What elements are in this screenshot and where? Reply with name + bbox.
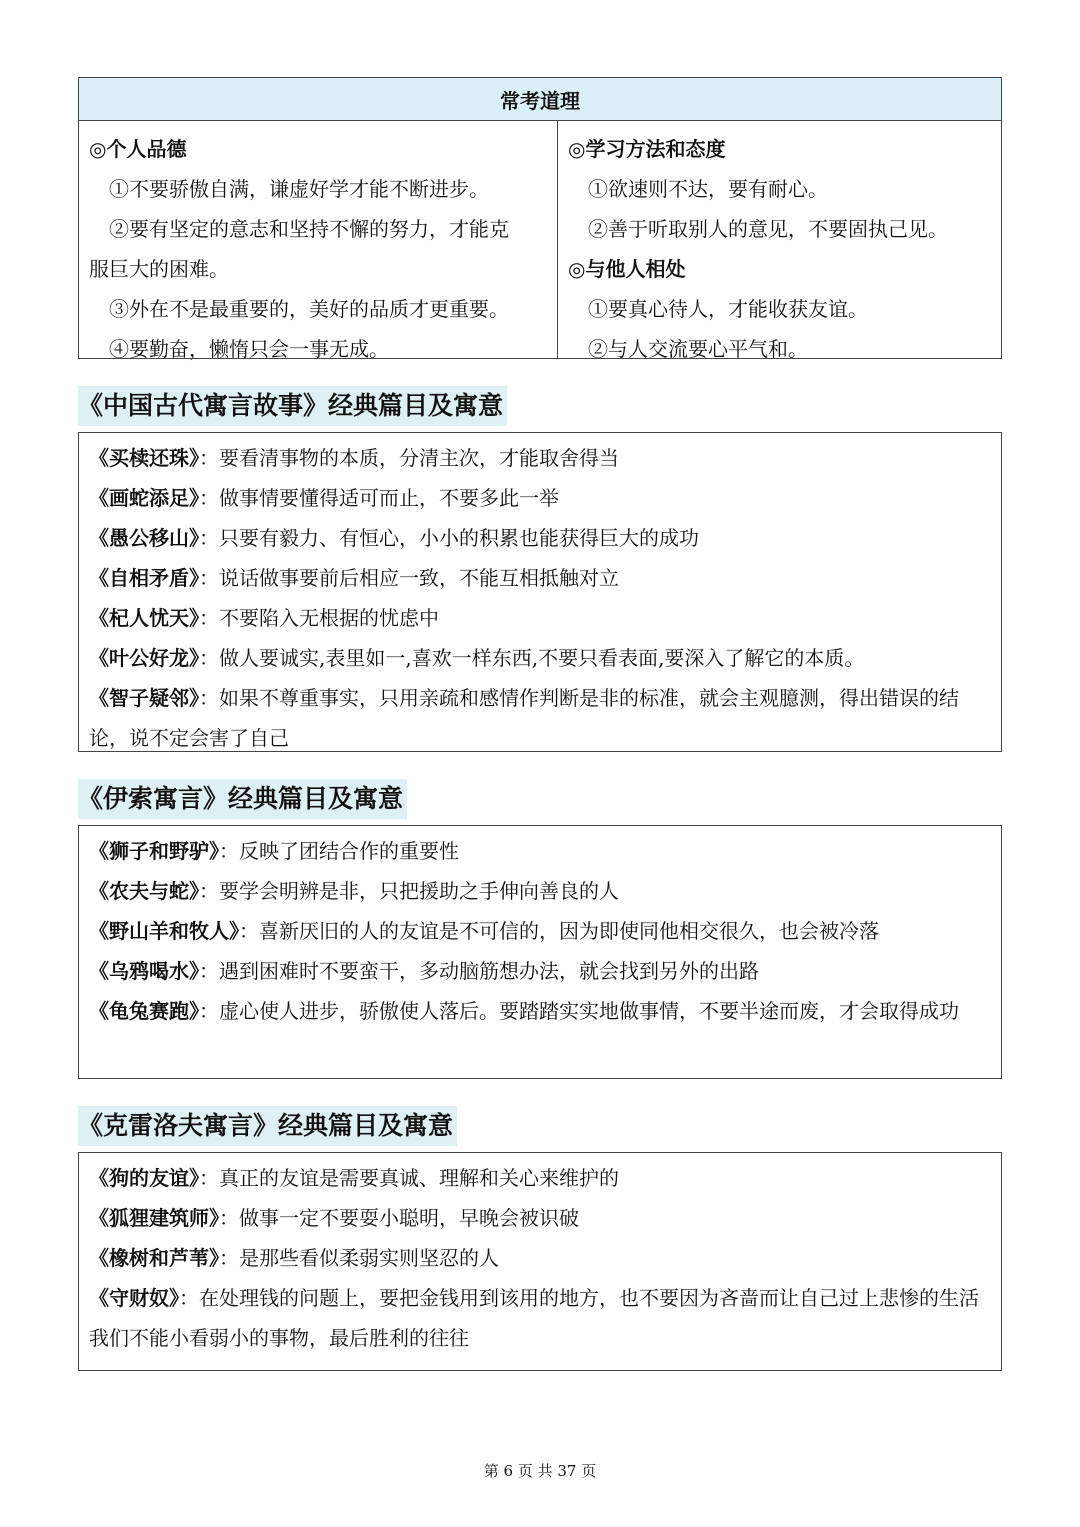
page-number-footer: 第 6 页 共 37 页	[483, 1462, 597, 1480]
chinese-fables-box	[78, 432, 1002, 752]
fable-title: 《狮子和野驴》	[89, 839, 219, 863]
fable-meaning: ：反映了团结合作的重要性	[219, 839, 459, 863]
fable-meaning: ：喜新厌旧的人的友谊是不可信的，因为即使同他相交很久，也会被冷落	[239, 919, 879, 943]
fable-title: 《龟兔赛跑》	[89, 999, 199, 1023]
fable-title: 《叶公好龙》	[89, 646, 199, 670]
fable-title: 《狐狸建筑师》	[89, 1206, 219, 1230]
section-title-chinese-fables: 《中国古代寓言故事》经典篇目及寓意	[78, 386, 507, 426]
fable-title: 《买椟还珠》	[89, 446, 199, 470]
krylov-fables-box	[78, 1152, 1002, 1371]
fable-title: 《橡树和芦苇》	[89, 1246, 219, 1270]
fable-title: 《乌鸦喝水》	[89, 959, 199, 983]
principles-table-header: 常考道理	[79, 78, 1001, 121]
fable-title: 《愚公移山》	[89, 526, 199, 550]
fable-title: 《狗的友谊》	[89, 1166, 199, 1190]
fable-title: 《野山羊和牧人》	[89, 919, 239, 943]
column-heading: ◎个人品德	[89, 137, 187, 161]
fable-meaning: ：遇到困难时不要蛮干，多动脑筋想办法，就会找到另外的出路	[199, 959, 759, 983]
aesop-fables-box	[78, 825, 1002, 1079]
fable-meaning: ：只要有毅力、有恒心，小小的积累也能获得巨大的成功	[199, 526, 699, 550]
fable-meaning: ：做人要诚实,表里如一,喜欢一样东西,不要只看表面,要深入了解它的本质。	[199, 646, 865, 670]
principle-line: ②善于听取别人的意见，不要固执己见。	[588, 217, 948, 241]
learning-relations-column	[558, 121, 1001, 359]
fable-entry	[89, 991, 991, 1031]
fable-meaning: ：做事一定不要耍小聪明，早晚会被识破	[219, 1206, 579, 1230]
fable-title: 《智子疑邻》	[89, 686, 199, 710]
fable-title: 《守财奴》	[89, 1286, 179, 1310]
section-title-krylov-fables: 《克雷洛夫寓言》经典篇目及寓意	[78, 1106, 457, 1146]
fable-meaning: ：虚心使人进步，骄傲使人落后。要踏踏实实地做事情，不要半途而废，才会取得成功	[199, 999, 959, 1023]
column-heading: ◎学习方法和态度	[568, 137, 726, 161]
fable-meaning: ：是那些看似柔弱实则坚忍的人	[219, 1246, 499, 1270]
principle-line: ②与人交流要心平气和。	[588, 337, 808, 361]
column-heading: ◎与他人相处	[568, 257, 686, 281]
fable-entry	[89, 911, 991, 951]
fable-meaning: ：真正的友谊是需要真诚、理解和关心来维护的	[199, 1166, 619, 1190]
fable-title: 《自相矛盾》	[89, 566, 199, 590]
fable-entry	[89, 871, 991, 911]
principle-line: ③外在不是最重要的，美好的品质才更重要。	[109, 297, 509, 321]
principle-line: ①不要骄傲自满，谦虚好学才能不断进步。	[109, 177, 489, 201]
principle-line: ②要有坚定的意志和坚持不懈的努力，才能克	[109, 217, 509, 241]
fable-entry	[89, 1158, 991, 1198]
fable-entry	[89, 438, 991, 478]
fable-title: 《杞人忧天》	[89, 606, 199, 630]
fable-entry	[89, 951, 991, 991]
fable-entry	[89, 1238, 991, 1278]
fable-meaning: ：要看清事物的本质，分清主次，才能取舍得当	[199, 446, 619, 470]
fable-meaning: ：在处理钱的问题上，要把金钱用到该用的地方，也不要因为吝啬而让自己过上悲惨的生活我们不能小看弱小的事物，最后胜利的往往	[89, 1286, 979, 1350]
principle-line: ①欲速则不达，要有耐心。	[588, 177, 828, 201]
fable-entry	[89, 558, 991, 598]
fable-meaning: ：说话做事要前后相应一致，不能互相抵触对立	[199, 566, 619, 590]
personal-character-column	[79, 121, 558, 359]
principle-line: 服巨大的困难。	[89, 257, 229, 281]
fable-entry	[89, 1198, 991, 1238]
fable-meaning: ：如果不尊重事实，只用亲疏和感情作判断是非的标准，就会主观臆测，得出错误的结论，说不定会害了自己	[89, 686, 959, 750]
fable-entry	[89, 678, 991, 758]
fable-meaning: ：要学会明辨是非，只把援助之手伸向善良的人	[199, 879, 619, 903]
fable-entry	[89, 598, 991, 638]
principle-line: ④要勤奋，懒惰只会一事无成。	[109, 337, 389, 361]
fable-meaning: ：做事情要懂得适可而止，不要多此一举	[199, 486, 559, 510]
fable-meaning: ：不要陷入无根据的忧虑中	[199, 606, 439, 630]
principle-line: ①要真心待人，才能收获友谊。	[588, 297, 868, 321]
principles-table	[78, 77, 1002, 359]
fable-entry	[89, 831, 991, 871]
fable-entry	[89, 638, 991, 678]
section-title-aesop-fables: 《伊索寓言》经典篇目及寓意	[78, 779, 407, 819]
fable-title: 《画蛇添足》	[89, 486, 199, 510]
fable-title: 《农夫与蛇》	[89, 879, 199, 903]
fable-entry	[89, 478, 991, 518]
fable-entry	[89, 1278, 991, 1358]
fable-entry	[89, 518, 991, 558]
